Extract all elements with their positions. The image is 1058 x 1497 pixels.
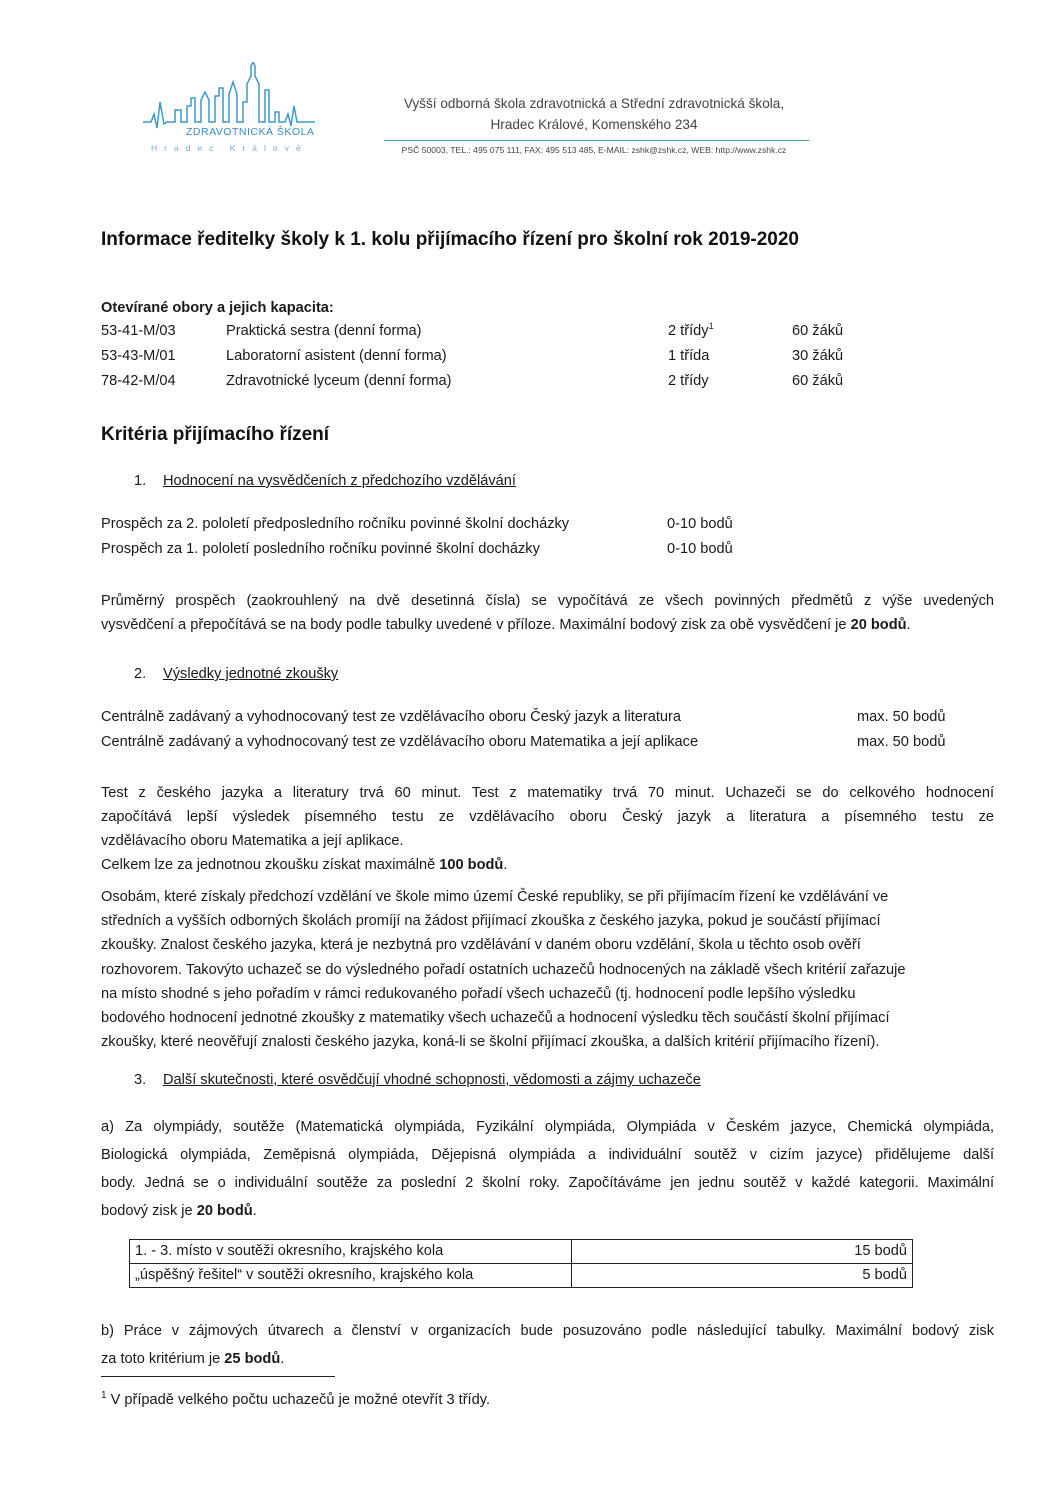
program-row bbox=[101, 373, 901, 393]
section-number: 1. bbox=[134, 473, 147, 489]
grade-paragraph bbox=[101, 589, 994, 637]
program-classes bbox=[668, 323, 714, 339]
para-line: středních a vyšších odborných školách promíjí na žádost přijímací zkouška z českého jazyka, pokud je součástí přijímací bbox=[101, 913, 881, 930]
para-line: Osobám, které získaly předchozí vzdělání ve škole mimo území České republiky, se při přijímacím řízení ke vzdělávání ve bbox=[101, 889, 889, 905]
para-line: rozhovorem. Takovýto uchazeč se do výsledného pořadí ostatních uchazečů hodnocených na základě všech kritérií zařazuje bbox=[101, 961, 906, 978]
para-line bbox=[101, 1345, 994, 1373]
para-bold: 25 bodů bbox=[224, 1351, 281, 1367]
section-title-text: Hodnocení na vysvědčeních z předchozího vzdělávání bbox=[163, 473, 516, 489]
section-title-text: Výsledky jednotné zkoušky bbox=[163, 666, 339, 682]
para-line bbox=[101, 1197, 994, 1225]
skyline-ecg-icon bbox=[143, 62, 315, 132]
exam-paragraph bbox=[101, 781, 994, 877]
para-bold: 20 bodů bbox=[850, 617, 907, 633]
exam-row bbox=[101, 734, 961, 754]
school-name-line1: Vyšší odborná škola zdravotnická a Střední zdravotnická škola, bbox=[403, 96, 785, 111]
programs-heading: Otevírané obory a jejich kapacita: bbox=[101, 300, 334, 316]
grade-row bbox=[101, 541, 961, 561]
para-line: zkoušky, které neověřují znalosti českého jazyka, koná-li se školní přijímací zkouška, a dalších kritérií přijímacího řízení). bbox=[101, 1034, 880, 1051]
para-end: . bbox=[280, 1351, 285, 1367]
program-name: Praktická sestra (denní forma) bbox=[226, 323, 422, 339]
program-row bbox=[101, 348, 901, 368]
grade-points: 0-10 bodů bbox=[667, 516, 733, 532]
para-text: Celkem lze za jednotnou zkoušku získat maximálně bbox=[101, 857, 436, 873]
exam-row bbox=[101, 709, 961, 729]
foreign-applicants-paragraph bbox=[101, 885, 994, 1054]
para-line: zkoušky. Znalost českého jazyka, která je nezbytná pro vzdělávání v daném oboru vzdělání, škola u těchto osob ověří bbox=[101, 937, 861, 954]
para-line: vzdělávacího oboru Matematika a její aplikace. bbox=[101, 833, 404, 849]
school-logo bbox=[143, 62, 315, 162]
program-name: Laboratorní asistent (denní forma) bbox=[226, 348, 447, 364]
table-row bbox=[130, 1264, 913, 1288]
footnote-mark: 1 bbox=[708, 321, 714, 332]
footnote bbox=[101, 1392, 490, 1408]
program-classes: 2 třídy bbox=[668, 373, 709, 389]
para-text: vysvědčení a přepočítává se na body podle tabulky uvedené v příloze. Maximální bodový zisk za obě vysvědčení je bbox=[101, 617, 847, 633]
table-cell-label: „úspěšný řešitel“ v soutěži okresního, krajského kola bbox=[130, 1264, 572, 1288]
para-line: Průměrný prospěch (zaokrouhlený na dvě desetinná čísla) se vypočítává ze všech povinných předmětů z výše uvedených bbox=[101, 593, 994, 609]
table-cell-points: 15 bodů bbox=[572, 1240, 913, 1264]
grade-label: Prospěch za 2. pololetí předposledního ročníku povinné školní docházky bbox=[101, 516, 570, 532]
page-title: Informace ředitelky školy k 1. kolu přijímacího řízení pro školní rok 2019-2020 bbox=[101, 229, 799, 250]
footnote-divider bbox=[101, 1376, 335, 1377]
grade-label: Prospěch za 1. pololetí posledního ročníku povinné školní docházky bbox=[101, 541, 540, 557]
exam-points: max. 50 bodů bbox=[857, 734, 946, 750]
section-title-text: Další skutečnosti, které osvědčují vhodné schopnosti, vědomosti a zájmy uchazeče bbox=[163, 1072, 701, 1088]
program-capacity: 60 žáků bbox=[792, 323, 844, 339]
logo-subtitle: Hradec Králové bbox=[151, 143, 308, 153]
para-end: . bbox=[906, 617, 911, 633]
olympiad-points-table bbox=[129, 1239, 913, 1288]
para-end: . bbox=[252, 1203, 257, 1219]
header-divider bbox=[384, 140, 809, 141]
table-cell-points: 5 bodů bbox=[572, 1264, 913, 1288]
program-classes-text: 2 třídy bbox=[668, 323, 709, 339]
table-row bbox=[130, 1240, 913, 1264]
footnote-text: V případě velkého počtu uchazečů je možné otevřít 3 třídy. bbox=[106, 1392, 490, 1408]
program-row bbox=[101, 323, 901, 343]
exam-label: Centrálně zadávaný a vyhodnocovaný test ze vzdělávacího oboru Matematika a její aplikace bbox=[101, 734, 699, 750]
program-capacity: 60 žáků bbox=[792, 373, 844, 389]
section-number: 2. bbox=[134, 666, 147, 682]
footnote-mark: 1 bbox=[101, 1390, 107, 1402]
program-capacity: 30 žáků bbox=[792, 348, 844, 364]
para-line: body. Jedná se o individuální soutěže za poslední 2 školní roky. Započítáváme jen jednu soutěž v každé kategorii. Maximální bbox=[101, 1175, 994, 1191]
para-line: bodového hodnocení jednotné zkoušky z matematiky všech uchazečů a hodnocení výsledku těch součástí školní přijímací bbox=[101, 1010, 890, 1027]
olympiad-paragraph bbox=[101, 1113, 994, 1225]
para-bold: 20 bodů bbox=[196, 1203, 253, 1219]
para-line bbox=[101, 853, 994, 877]
grade-points: 0-10 bodů bbox=[667, 541, 733, 557]
school-name bbox=[384, 93, 804, 135]
table-cell-label: 1. - 3. místo v soutěži okresního, krajského kola bbox=[130, 1240, 572, 1264]
exam-points: max. 50 bodů bbox=[857, 709, 946, 725]
para-line: Test z českého jazyka a literatury trvá 60 minut. Test z matematiky trvá 70 minut. Uchazeči se do celkového hodnocení bbox=[101, 785, 994, 801]
program-classes: 1 třída bbox=[668, 348, 710, 364]
para-line: započítává lepší výsledek písemného testu ze vzdělávacího oboru Český jazyk a literatura a písemného testu ze bbox=[101, 809, 994, 825]
para-line: Biologická olympiáda, Zeměpisná olympiáda, Dějepisná olympiáda a individuální soutěž v cizím jazyce) přidělujeme další bbox=[101, 1147, 994, 1163]
program-name: Zdravotnické lyceum (denní forma) bbox=[226, 373, 452, 389]
school-name-line2: Hradec Králové, Komenského 234 bbox=[490, 117, 698, 132]
exam-label: Centrálně zadávaný a vyhodnocovaný test ze vzdělávacího oboru Český jazyk a literatura bbox=[101, 709, 682, 725]
program-code: 78-42-M/04 bbox=[101, 373, 176, 389]
program-code: 53-41-M/03 bbox=[101, 323, 176, 339]
para-end: . bbox=[503, 857, 508, 873]
para-line: a) Za olympiády, soutěže (Matematická olympiáda, Fyzikální olympiáda, Olympiáda v Českém jazyce, Chemická olympiáda, bbox=[101, 1119, 994, 1135]
logo-title: ZDRAVOTNICKÁ ŠKOLA bbox=[186, 126, 315, 138]
criteria-heading: Kritéria přijímacího řízení bbox=[101, 424, 330, 445]
para-line bbox=[101, 613, 994, 637]
section-number: 3. bbox=[134, 1072, 147, 1088]
para-text: za toto kritérium je bbox=[101, 1351, 221, 1367]
para-line: na místo shodné s jeho pořadím v rámci redukovaného pořadí všech uchazečů (tj. hodnocení podle lepšího výsledku bbox=[101, 985, 856, 1002]
para-bold: 100 bodů bbox=[439, 857, 504, 873]
para-line: b) Práce v zájmových útvarech a členství v organizacích bude posuzováno podle následující tabulky. Maximální bodový zisk bbox=[101, 1323, 994, 1339]
program-code: 53-43-M/01 bbox=[101, 348, 176, 364]
contact-line: PSČ 50003, TEL.: 495 075 111, FAX: 495 513 485, E-MAIL: zshk@zshk.cz, WEB: http://www.zshk.cz bbox=[401, 145, 787, 155]
activities-paragraph bbox=[101, 1317, 994, 1373]
para-text: bodový zisk je bbox=[101, 1203, 193, 1219]
grade-row bbox=[101, 516, 961, 536]
